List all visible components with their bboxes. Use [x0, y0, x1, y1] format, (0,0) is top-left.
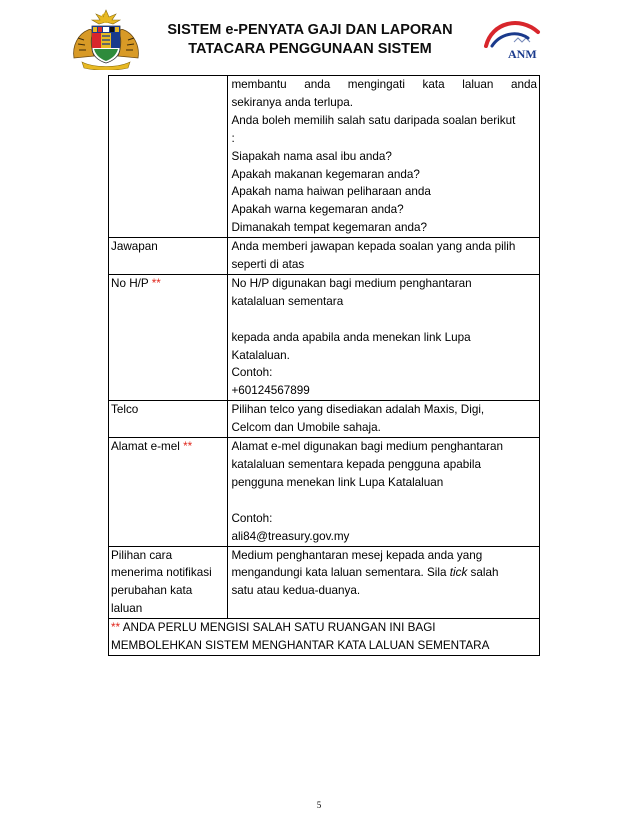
- required-marker: **: [111, 621, 121, 635]
- description-line: No H/P digunakan bagi medium penghantaran: [231, 276, 472, 290]
- field-label: No H/P: [111, 276, 149, 290]
- field-label-cell: [109, 401, 228, 438]
- description-line: membantu anda mengingati kata laluan anda: [231, 78, 537, 91]
- question-option: Dimanakah tempat kegemaran anda?: [231, 221, 427, 235]
- field-label: menerima notifikasi: [111, 566, 212, 580]
- table-row: [109, 401, 540, 438]
- field-label: perubahan kata: [111, 584, 193, 598]
- field-label-cell: [109, 274, 228, 400]
- description-line: pengguna menekan link Lupa Katalaluan: [231, 475, 444, 489]
- field-label-cell: [109, 438, 228, 546]
- required-marker: **: [151, 276, 161, 290]
- description-line: katalaluan sementara: [231, 294, 344, 308]
- emphasis-text: tick: [449, 566, 468, 580]
- coat-of-arms-logo: [70, 8, 142, 70]
- required-note-cell: [109, 619, 540, 656]
- title-line-1: SISTEM e-PENYATA GAJI DAN LAPORAN: [167, 22, 453, 38]
- example-label: Contoh:: [231, 511, 273, 525]
- anm-logo-text: ANM: [508, 47, 537, 61]
- field-description-cell: [228, 438, 540, 546]
- table-row: [109, 274, 540, 400]
- field-description-cell: [228, 238, 540, 275]
- title-line-2: TATACARA PENGGUNAAN SISTEM: [188, 41, 432, 57]
- document-title: [150, 21, 470, 59]
- required-marker: **: [183, 440, 193, 454]
- question-option: Apakah warna kegemaran anda?: [231, 203, 404, 217]
- field-label: Telco: [111, 403, 139, 417]
- field-description-cell: [228, 76, 540, 238]
- question-option: Apakah nama haiwan peliharaan anda: [231, 185, 431, 199]
- description-line: sekiranya anda terlupa.: [231, 95, 353, 109]
- table-row: [109, 619, 540, 656]
- description-line: Alamat e-mel digunakan bagi medium penghantaran: [231, 440, 504, 454]
- field-description-cell: [228, 401, 540, 438]
- table-row: [109, 438, 540, 546]
- field-label: Jawapan: [111, 240, 158, 254]
- description-line: Pilihan telco yang disediakan adalah Maxis, Digi,: [231, 403, 485, 417]
- description-line: Anda boleh memilih salah satu daripada soalan berikut: [231, 113, 516, 127]
- table-row: [109, 76, 540, 238]
- field-description-table: [108, 75, 540, 656]
- required-note-text: ANDA PERLU MENGISI SALAH SATU RUANGAN INI BAGI: [120, 621, 436, 635]
- field-label-cell: [109, 546, 228, 619]
- description-line: Katalaluan.: [231, 348, 290, 362]
- description-text: mengandungi kata laluan sementara. Sila: [231, 566, 450, 580]
- question-option: Apakah makanan kegemaran anda?: [231, 167, 420, 181]
- blank-line: [231, 492, 537, 510]
- description-line: katalaluan sementara kepada pengguna apabila: [231, 458, 481, 472]
- description-line: kepada anda apabila anda menekan link Lupa: [231, 330, 471, 344]
- description-text: salah: [467, 566, 499, 580]
- question-option: Siapakah nama asal ibu anda?: [231, 149, 392, 163]
- table-row: [109, 238, 540, 275]
- description-line: :: [231, 131, 235, 145]
- field-label-cell: [109, 238, 228, 275]
- anm-logo: [478, 12, 550, 64]
- description-line: [231, 564, 537, 582]
- description-line: Medium penghantaran mesej kepada anda yang: [231, 548, 483, 562]
- field-label: Alamat e-mel: [111, 440, 180, 454]
- field-label: Pilihan cara: [111, 548, 173, 562]
- blank-line: [231, 311, 537, 329]
- page-header: [0, 0, 638, 75]
- required-note-line: MEMBOLEHKAN SISTEM MENGHANTAR KATA LALUAN SEMENTARA: [111, 639, 490, 653]
- example-value: +60124567899: [231, 384, 310, 398]
- example-value: ali84@treasury.gov.my: [231, 529, 350, 543]
- example-label: Contoh:: [231, 366, 273, 380]
- required-note-line: [111, 619, 537, 637]
- field-label: laluan: [111, 602, 143, 616]
- field-description-cell: [228, 274, 540, 400]
- page-number: 5: [316, 800, 322, 810]
- field-description-cell: [228, 546, 540, 619]
- field-label-cell: [109, 76, 228, 238]
- table-row: [109, 546, 540, 619]
- description-line: Anda memberi jawapan kepada soalan yang anda pilih: [231, 240, 516, 254]
- description-line: satu atau kedua-duanya.: [231, 584, 361, 598]
- description-line: seperti di atas: [231, 258, 305, 272]
- description-line: Celcom dan Umobile sahaja.: [231, 421, 381, 435]
